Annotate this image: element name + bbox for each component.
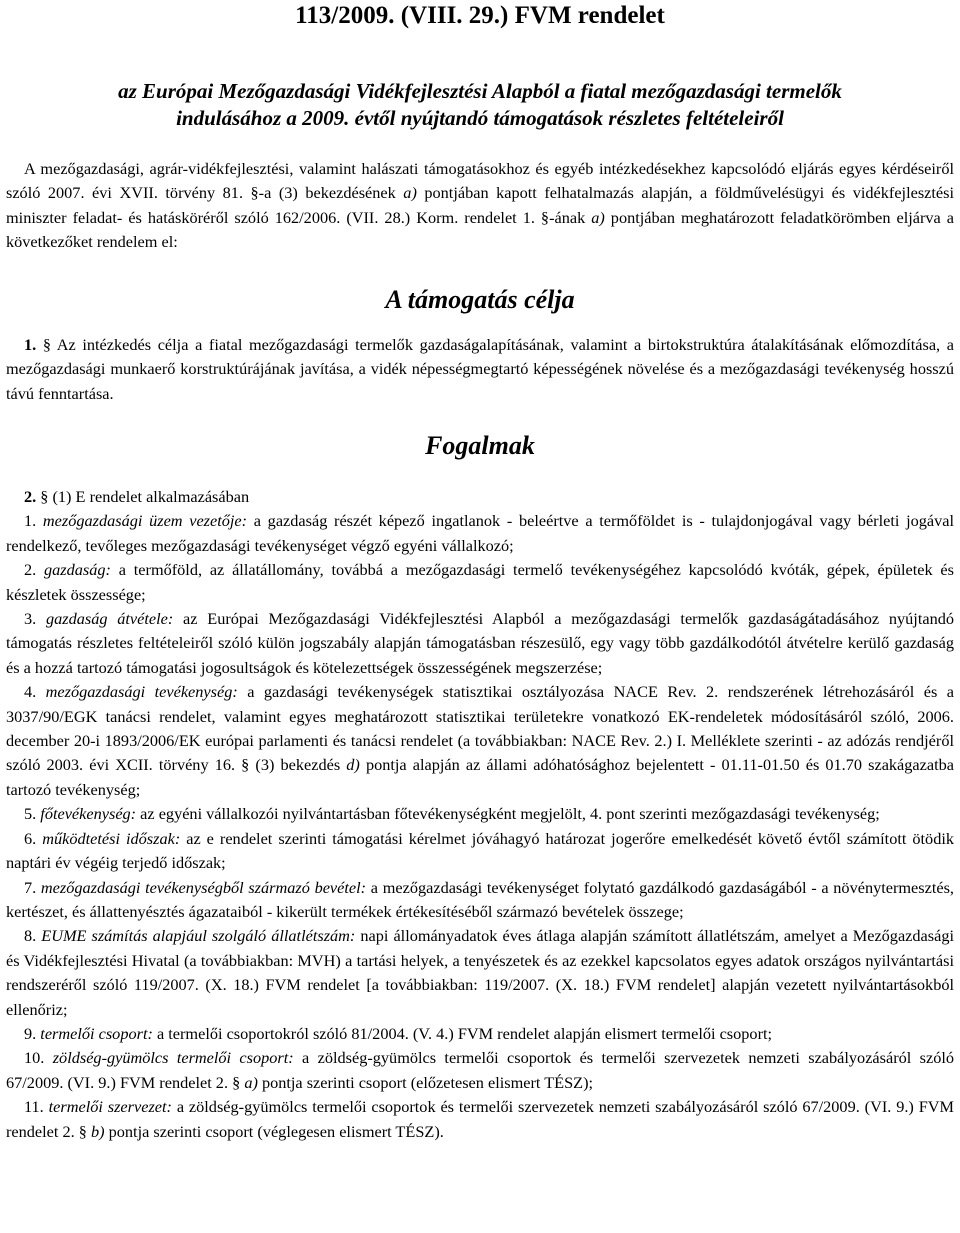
definition-text-cont: pontja szerinti csoport (előzetesen elismert TÉSZ); [257, 1072, 594, 1092]
definition-term: zöldség-gyümölcs termelői csoport: [52, 1048, 294, 1068]
definition-item [6, 1095, 954, 1144]
definition-item [6, 607, 954, 680]
definition-term: működtetési időszak: [42, 828, 181, 848]
definition-text: a mezőgazdasági tevékenységet folytató gazdálkodó gazdaságából - a növénytermesztés, kertészet, és állattenyésztés ágazataiból - kikerült termékek értékesítéséből származó bevételek összege; [6, 877, 955, 921]
definition-text: az Európai Mezőgazdasági Vidékfejlesztési Alapból a mezőgazdasági termelők gazdaságátadásához nyújtandó támogatás részletes feltételeiről szóló külön jogszabály alapján támogatásban részesülő, egy vagy több gazdálkodótól átvételre kerülő gazdaság és a hozzá tartozó támogatási jogosultságok és kötelezettségek összességének megszerzése; [6, 609, 954, 677]
definition-number: 6. [24, 828, 37, 848]
section-1 [6, 333, 954, 406]
definition-term: főtevékenység: [40, 804, 137, 824]
subtitle-line-1: az Európai Mezőgazdasági Vidékfejlesztési Alapból a fiatal mezőgazdasági termelők [118, 79, 842, 103]
definition-text-cont: pontja szerinti csoport (véglegesen elismert TÉSZ). [104, 1121, 444, 1141]
definition-term: gazdaság átvétele: [45, 609, 174, 629]
section-1-paragraph: 1. § Az intézkedés célja a fiatal mezőgazdasági termelők gazdaságalapításának, valamint a birtokstruktúra átalakításának előmozdítása, a mezőgazdasági munkaerő korstruktúrájának javítása, a vidék népességmegtartó képességének növelése és a mezőgazdasági tevékenység hosszú távú fenntartása. [6, 335, 954, 403]
definition-text: a gazdaság részét képező ingatlanok - beleértve a termőföldet is - tulajdonjogával vagy bérleti jogával rendelkező, tevőleges mezőgazdasági tevékenységet végző egyéni vállalkozó; [6, 511, 954, 555]
definition-number: 9. [24, 1023, 37, 1043]
definition-text: az egyéni vállalkozói nyilvántartásban főtevékenységként megjelölt, 4. pont szerinti mezőgazdasági tevékenység; [136, 804, 880, 824]
definition-item [6, 509, 954, 558]
definition-term: gazdaság: [44, 560, 111, 580]
definition-item [6, 558, 954, 607]
definition-term: EUME számítás alapjául szolgáló állatlétszám: [41, 926, 356, 946]
definition-text-cont: pontja alapján az állami adóhatósághoz bejelentett - 01.11-01.50 és 01.70 szakágazatba tartozó tevékenység; [6, 755, 954, 799]
definition-number: 3. [24, 609, 37, 629]
definition-term: termelői csoport: [40, 1023, 153, 1043]
definition-number: 4. [24, 682, 37, 702]
preamble-paragraph: A mezőgazdasági, agrár-vidékfejlesztési, valamint halászati támogatásokhoz és egyéb intézkedésekhez kapcsolódó eljárás egyes kérdéseiről szóló 2007. évi XVII. törvény 81. §-a (3) bekezdésének a) pontjában kapott felhatalmazás alapján, a földművelésügyi és vidékfejlesztési miniszter feladat- és hatásköréről szóló 162/2006. (VII. 28.) Korm. rendelet 1. §-ának a) pontjában meghatározott feladatkörömben eljárva a következőket rendelem el: [6, 159, 954, 252]
definition-point-ref: d) [346, 755, 360, 775]
section-heading-definitions: Fogalmak [425, 431, 535, 460]
section-2-intro: 2. § (1) E rendelet alkalmazásában [24, 487, 250, 506]
section-2 [6, 485, 954, 1144]
definition-term: termelői szervezet: [48, 1097, 172, 1117]
definition-number: 1. [24, 511, 37, 531]
definition-point-ref: b) [91, 1121, 105, 1141]
definition-number: 5. [24, 804, 37, 824]
definition-text: a zöldség-gyümölcs termelői csoportok és termelői szervezetek nemzeti szabályozásáról szóló 67/2009. (VI. 9.) FVM rendelet 2. § [6, 1048, 955, 1092]
definition-item [6, 1046, 954, 1095]
definition-number: 10. [24, 1048, 45, 1068]
definition-item [6, 827, 954, 876]
definition-term: mezőgazdasági tevékenységből származó bevétel: [40, 877, 367, 897]
definition-number: 8. [24, 926, 37, 946]
document-title: 113/2009. (VIII. 29.) FVM rendelet [295, 2, 665, 29]
definition-item [6, 802, 954, 826]
definition-text: napi állományadatok éves átlaga alapján számított állatlétszám, amelyet a Mezőgazdasági és Vidékfejlesztési Hivatal (a továbbiakban: MVH) a tartási helyek, a tenyészetek és az ezekkel kapcsolatos egyes adatok országos nyilvántartási rendszeréről szóló 119/2007. (X. 18.) FVM rendelet [a továbbiakban: 119/2007. (X. 18.) FVM rendelet] alapján vezetett nyilvántartásokból ellenőriz; [6, 926, 954, 1019]
definition-text: a termelői csoportokról szóló 81/2004. (V. 4.) FVM rendelet alapján elismert termelői csoport; [152, 1023, 773, 1043]
definition-term: mezőgazdasági üzem vezetője: [42, 511, 248, 531]
definition-point-ref: a) [244, 1072, 258, 1092]
definition-text: a zöldség-gyümölcs termelői csoportok és termelői szervezetek nemzeti szabályozásáról szóló 67/2009. (VI. 9.) FVM rendelet 2. § [6, 1097, 954, 1141]
definition-text: a gazdasági tevékenységek statisztikai osztályozása NACE Rev. 2. rendszerének létrehozásáról és a 3037/90/EGK tanácsi rendelet, valamint egyes meghatározott statisztikai területekre vonatkozó EK-rendeletek módosításáról szóló, 2006. december 20-i 1893/2006/EK európai parlamenti és tanácsi rendelet (a továbbiakban: NACE Rev. 2.) I. Melléklete szerinti - az adózás rendjéről szóló 2003. évi XCII. törvény 16. § (3) bekezdés [6, 682, 954, 775]
definition-item [6, 680, 954, 802]
document-subtitle [0, 78, 960, 132]
section-heading-purpose: A támogatás célja [385, 285, 575, 314]
definition-item [6, 924, 954, 1022]
definition-number: 11. [24, 1097, 44, 1117]
definition-item [6, 1022, 954, 1046]
definition-term: mezőgazdasági tevékenység: [45, 682, 238, 702]
definition-text: az e rendelet szerinti támogatási kérelmet jóváhagyó határozat jogerőre emelkedését követő évtől számított ötödik naptári év végéig terjedő időszak; [6, 828, 954, 873]
definition-number: 2. [24, 560, 37, 580]
definition-number: 7. [24, 877, 37, 897]
definition-list [6, 509, 954, 1144]
subtitle-line-2: indulásához a 2009. évtől nyújtandó támogatások részletes feltételeiről [176, 106, 784, 130]
preamble [6, 157, 954, 255]
definition-text: a termőföld, az állatállomány, továbbá a mezőgazdasági termelő tevékenységéhez kapcsolódó kvóták, gépek, épületek és készletek összessége; [6, 560, 954, 604]
definition-item [6, 876, 954, 925]
